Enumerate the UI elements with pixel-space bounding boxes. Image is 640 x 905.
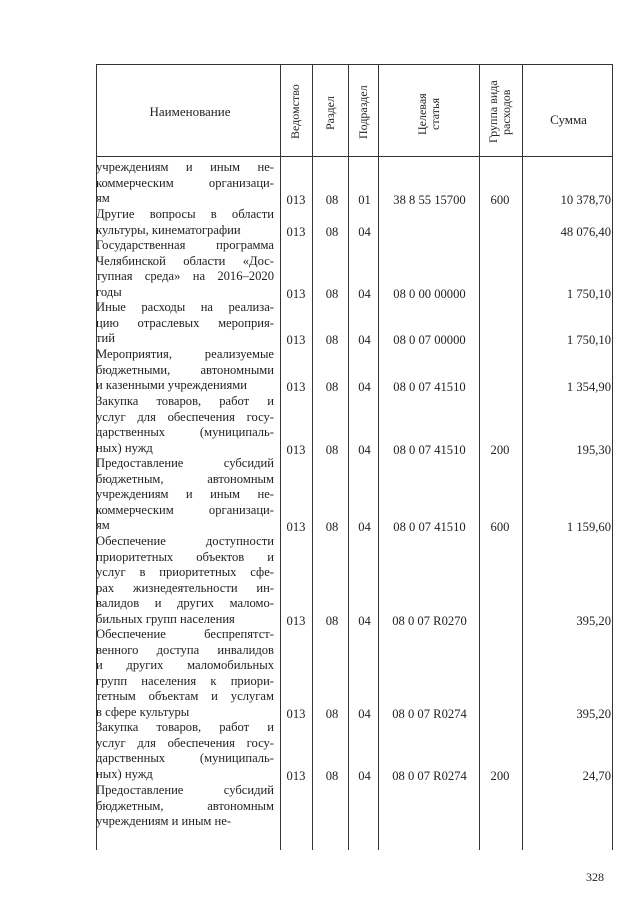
row-summa: 1 750,10 (566, 333, 611, 347)
row-razdel: 08 (325, 613, 339, 628)
row-name-line: Государственная программа (96, 238, 274, 252)
row-vedomstvo: 013 (286, 442, 306, 457)
row-name-line: дарственных (муниципаль- (96, 425, 274, 439)
row-name-line: Предоставление субсидий (96, 783, 274, 797)
row-podrazdel: 04 (358, 613, 371, 628)
header-gruppa-vida (487, 70, 513, 154)
row-gruppa-vida: 600 (490, 520, 510, 534)
row-name-line: бильных групп населения (96, 611, 235, 626)
row-name (96, 627, 274, 720)
row-celevaya-statya: 08 0 07 R0274 (392, 706, 467, 721)
row-name-line: и казенными учреждениями (96, 378, 247, 392)
row-name-line: ных) нужд (96, 440, 153, 455)
header-bottom-line (96, 156, 613, 157)
row-vedomstvo: 013 (286, 706, 306, 721)
row-name-line: бюджетным, автономным (96, 471, 274, 486)
row-celevaya-statya: 08 0 07 41510 (393, 380, 466, 394)
column-divider (348, 64, 349, 850)
row-summa: 1 159,60 (566, 520, 611, 534)
table-border-right (612, 64, 613, 850)
row-podrazdel: 04 (358, 706, 371, 721)
row-summa: 1 354,90 (566, 380, 611, 394)
row-name (96, 456, 274, 534)
row-podrazdel: 04 (358, 768, 371, 783)
row-razdel: 08 (325, 706, 339, 721)
row-name-line: Закупка товаров, работ и (96, 394, 274, 408)
row-name-line: коммерческим организаци- (96, 502, 274, 517)
row-name-line: услуг для обеспечения госу- (96, 735, 274, 750)
row-name-line: дарственных (муниципаль- (96, 751, 274, 765)
row-razdel: 08 (325, 193, 339, 207)
row-name-line: культуры, кинематографии (96, 222, 241, 237)
row-name-line: Другие вопросы в области (96, 207, 274, 221)
row-name-line: Иные расходы на реализа- (96, 300, 274, 314)
row-razdel: 08 (325, 224, 339, 239)
row-vedomstvo: 013 (286, 520, 306, 534)
page-number: 328 (586, 870, 604, 884)
row-summa: 395,20 (576, 706, 611, 721)
header-name: Наименование (149, 104, 231, 119)
row-name-line: валидов и других маломо- (96, 596, 274, 610)
header-razdel (324, 88, 337, 138)
row-gruppa-vida: 200 (490, 442, 510, 457)
row-name-line: бюджетными, автономными (96, 362, 274, 377)
row-vedomstvo: 013 (286, 333, 306, 347)
header-gruppa-text-1: Группа вида (486, 80, 500, 144)
row-name-line: ных) нужд (96, 766, 153, 781)
row-razdel: 08 (325, 380, 339, 394)
row-razdel: 08 (325, 520, 339, 534)
row-celevaya-statya: 38 8 55 15700 (393, 193, 466, 207)
row-name (96, 160, 274, 207)
header-celevaya-statya (416, 84, 442, 144)
header-vedomstvo-text: Ведомство (288, 84, 302, 140)
row-name-line: тий (96, 331, 115, 345)
row-name-line: групп населения к приори- (96, 673, 274, 688)
row-summa: 24,70 (582, 768, 611, 783)
row-celevaya-statya: 08 0 07 R0274 (392, 768, 467, 783)
row-vedomstvo: 013 (286, 224, 306, 239)
row-name-line: услуг в приоритетных сфе- (96, 565, 274, 579)
row-vedomstvo: 013 (286, 286, 306, 301)
row-name (96, 394, 274, 456)
row-name-line: тупная среда» на 2016–2020 (96, 269, 274, 283)
row-podrazdel: 04 (358, 380, 371, 394)
column-divider (522, 64, 523, 850)
row-summa: 10 378,70 (560, 193, 611, 207)
row-name-line: учреждениям и иным не- (96, 487, 274, 501)
row-name-line: Челябинской области «Дос- (96, 253, 274, 268)
column-divider (312, 64, 313, 850)
row-name-line: и других маломобильных (96, 658, 274, 672)
row-celevaya-statya: 08 0 07 41510 (393, 442, 466, 457)
column-divider (378, 64, 379, 850)
row-name-line: в сфере культуры (96, 704, 190, 719)
row-name-line: венного доступа инвалидов (96, 642, 274, 657)
header-celevaya-text-2: статья (428, 98, 442, 130)
row-name-line: тетным объектам и услугам (96, 689, 274, 703)
row-name (96, 720, 274, 782)
row-vedomstvo: 013 (286, 768, 306, 783)
row-podrazdel: 04 (358, 224, 371, 239)
row-name-line: коммерческим организаци- (96, 175, 274, 190)
header-celevaya-text-1: Целевая (415, 93, 429, 135)
row-summa: 395,20 (576, 613, 611, 628)
row-razdel: 08 (325, 442, 339, 457)
row-name-line: Предоставление субсидий (96, 456, 274, 470)
row-name-line: цию отраслевых мероприя- (96, 315, 274, 330)
row-celevaya-statya: 08 0 07 R0270 (392, 613, 467, 628)
row-name (96, 783, 274, 830)
row-vedomstvo: 013 (286, 193, 306, 207)
row-celevaya-statya: 08 0 07 00000 (393, 333, 466, 347)
row-podrazdel: 04 (358, 442, 371, 457)
table-border-top (96, 64, 613, 65)
row-podrazdel: 04 (358, 520, 371, 534)
row-name-line: ям (96, 518, 110, 532)
row-name-line: учреждениям и иным не- (96, 814, 232, 828)
row-podrazdel: 04 (358, 333, 371, 347)
header-summa: Сумма (550, 112, 587, 127)
row-celevaya-statya: 08 0 07 41510 (393, 520, 466, 534)
header-podrazdel (357, 76, 370, 148)
row-name (96, 300, 274, 347)
row-vedomstvo: 013 (286, 380, 306, 394)
row-gruppa-vida: 200 (490, 768, 510, 783)
row-name-line: Закупка товаров, работ и (96, 720, 274, 734)
column-divider (280, 64, 281, 850)
row-name-line: Обеспечение беспрепятст- (96, 627, 274, 641)
row-name-line: ям (96, 191, 110, 205)
header-razdel-text: Раздел (323, 96, 337, 130)
row-name-line: приоритетных объектов и (96, 549, 274, 564)
header-podrazdel-text: Подраздел (356, 85, 370, 139)
row-name (96, 534, 274, 627)
row-name-line: бюджетным, автономным (96, 798, 274, 813)
row-name-line: годы (96, 284, 122, 299)
row-name (96, 238, 274, 300)
row-summa: 48 076,40 (560, 224, 611, 239)
row-podrazdel: 04 (358, 286, 371, 301)
row-razdel: 08 (325, 768, 339, 783)
row-summa: 195,30 (576, 442, 611, 457)
row-name-line: учреждениям и иным не- (96, 160, 274, 174)
header-gruppa-text-2: расходов (499, 89, 513, 135)
row-name-line: услуг для обеспечения госу- (96, 409, 274, 424)
row-name-line: рах жизнедеятельности ин- (96, 580, 274, 595)
row-vedomstvo: 013 (286, 613, 306, 628)
row-name-line: Мероприятия, реализуемые (96, 347, 274, 361)
row-podrazdel: 01 (358, 193, 371, 207)
row-name (96, 207, 274, 238)
header-vedomstvo (289, 76, 302, 148)
row-razdel: 08 (325, 286, 339, 301)
row-name-line: Обеспечение доступности (96, 534, 274, 548)
row-razdel: 08 (325, 333, 339, 347)
row-celevaya-statya: 08 0 00 00000 (393, 286, 466, 301)
row-name (96, 347, 274, 394)
row-gruppa-vida: 600 (490, 193, 510, 207)
row-summa: 1 750,10 (566, 286, 611, 301)
